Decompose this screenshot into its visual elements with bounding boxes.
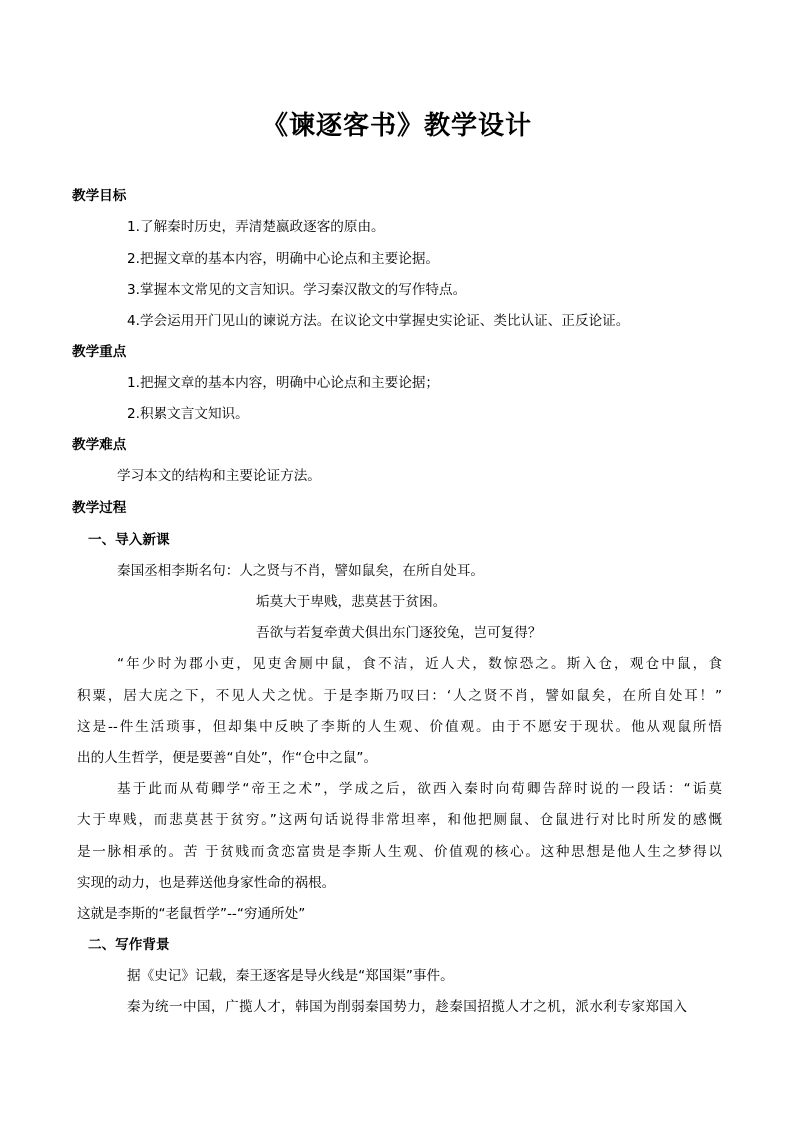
goal-item: 1.了解秦时历史，弄清楚嬴政逐客的原由。 [127,219,385,235]
paragraph-line: 这是--件生活琐事，但却集中反映了李斯的人生观、价值观。由于不愿安于现状。他从观鼠所悟 [77,719,722,735]
difficulties-heading: 教学难点 [72,437,127,453]
key-points-heading: 教学重点 [72,344,127,360]
difficulties-text: 学习本文的结构和主要论证方法。 [117,468,321,484]
document-title: 《谏逐客书》教学设计 [261,111,532,141]
paragraph-line: 积粟，居大庑之下，不见人犬之忧。于是李斯乃叹曰：‘人之贤不肖，譬如鼠矣，在所自处耳！” [77,688,722,704]
paragraph-line: 出的人生哲学，便是要善“自处”，作“仓中之鼠”。 [77,750,378,766]
paragraph-line: 据《史记》记载，秦王逐客是导火线是“郑国渠”事件。 [127,968,454,984]
paragraph-line: 是一脉相承的。苦 于贫贱而贪恋富贵是李斯人生观、价值观的核心。这种思想是他人生之梦得以 [77,844,722,860]
section-heading-background: 二、写作背景 [88,937,170,953]
section-heading-intro: 一、导入新课 [88,532,170,548]
goal-item: 3.掌握本文常见的文言知识。学习秦汉散文的写作特点。 [127,282,467,298]
key-point-item: 2.积累文言文知识。 [127,406,249,422]
goal-item: 4.学会运用开门见山的谏说方法。在议论文中掌握史实论证、类比认证、正反论证。 [127,313,630,329]
key-point-item: 1.把握文章的基本内容，明确中心论点和主要论据； [127,375,440,391]
paragraph-line: 这就是李斯的“老鼠哲学”--“穷通所处” [77,906,306,922]
goals-heading: 教学目标 [72,188,127,204]
paragraph-line: “年少时为郡小吏，见吏舍厕中鼠，食不洁，近人犬，数惊恐之。斯入仓，观仓中鼠，食 [117,656,722,672]
paragraph-line: 秦为统一中国，广揽人才，韩国为削弱秦国势力，趁秦国招揽人才之机，派水利专家郑国入 [127,999,687,1015]
paragraph-line: 基于此而从荀卿学“帝王之术”，学成之后，欲西入秦时向荀卿告辞时说的一段话：“诟莫 [117,781,722,797]
intro-quote: 秦国丞相李斯名句：人之贤与不肖，譬如鼠矣，在所自处耳。 [117,563,485,579]
intro-quote: 垢莫大于卑贱，悲莫甚于贫困。 [256,594,447,610]
paragraph-line: 大于卑贱，而悲莫甚于贫穷。”这两句话说得非常坦率，和他把厕鼠、仓鼠进行对比时所发的感慨 [77,812,722,828]
intro-quote: 吾欲与若复牵黄犬俱出东门逐狡兔，岂可复得？ [256,625,542,641]
goal-item: 2.把握文章的基本内容，明确中心论点和主要论据。 [127,251,440,267]
process-heading: 教学过程 [72,500,127,516]
paragraph-line: 实现的动力，也是葬送他身家性命的祸根。 [77,875,336,891]
